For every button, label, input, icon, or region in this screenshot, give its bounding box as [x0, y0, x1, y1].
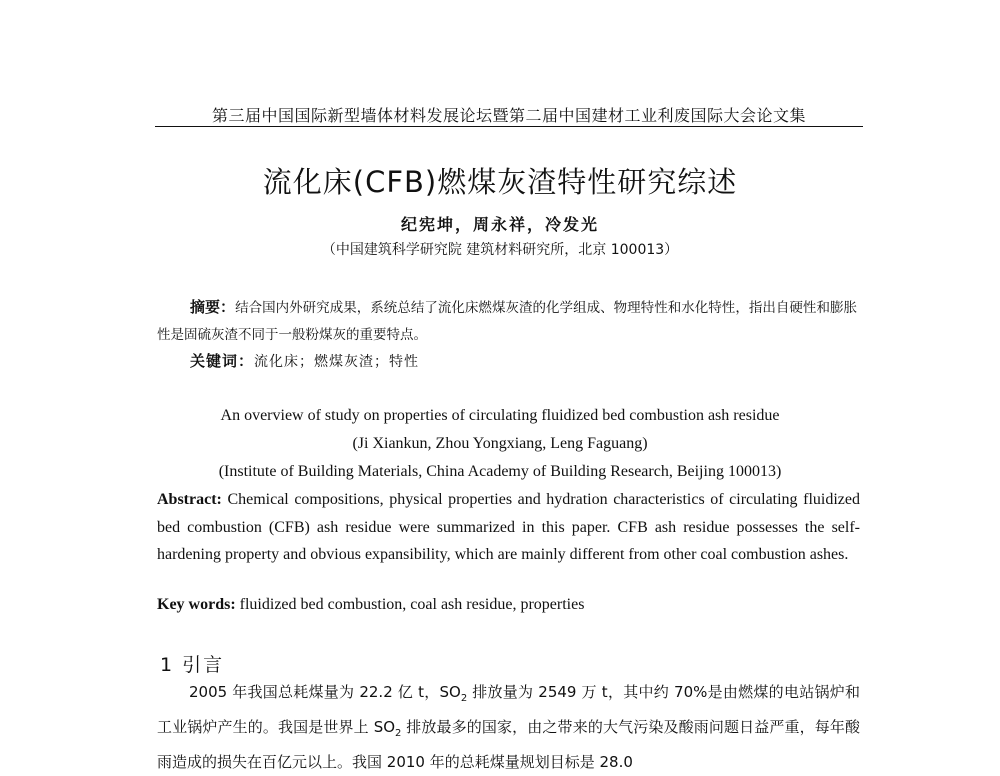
authors-en: (Ji Xiankun, Zhou Yongxiang, Leng Faguang)	[352, 435, 648, 452]
keywords-en-label: Key words:	[157, 596, 236, 613]
title-en: An overview of study on properties of circulating fluidized bed combustion ash residue	[220, 407, 780, 424]
keywords-cn-label: 关键词：	[190, 352, 255, 370]
abstract-en-label: Abstract:	[157, 491, 222, 508]
authors: 纪宪坤，周永祥，冷发光	[400, 215, 599, 234]
intro-text-2: 排放量为 2549 万 t，其中约 70%是由燃煤的电站锅炉和工业锅炉产生的。我国是世界上	[157, 683, 860, 736]
intro-text-3: 排放最多的国家，由之带来的大气污染及酸雨问题日益严重，每年酸雨造成的损失在百亿元以上。我国 2010 年的总耗煤量规划目标是 28.0	[157, 718, 860, 771]
english-header-block	[0, 402, 1000, 486]
abstract-en-text: Chemical compositions, physical properties and hydration characteristics of circulating fluidized bed combustion (CFB) ash residue were summarized in this paper. CFB ash residue possesses the self-hardening property and obvious expansibility, which are mainly different from other coal combustion ashes.	[157, 491, 860, 563]
running-header: 第三届中国国际新型墙体材料发展论坛暨第二届中国建材工业利废国际大会论文集	[211, 106, 806, 125]
abstract-en	[157, 486, 860, 569]
affiliation: （中国建筑科学研究院 建筑材料研究所，北京 100013）	[321, 242, 679, 258]
subscript-2: 2	[460, 693, 468, 704]
abstract-cn	[157, 294, 857, 349]
affiliation-en: (Institute of Building Materials, China Academy of Building Research, Beijing 100013)	[218, 463, 782, 480]
so2-formula: SO	[373, 718, 396, 736]
keywords-en-text: fluidized bed combustion, coal ash residue, properties	[235, 596, 585, 613]
abstract-cn-label: 摘要：	[190, 298, 236, 316]
keywords-cn	[190, 350, 419, 371]
intro-paragraph	[157, 678, 860, 776]
abstract-cn-text: 结合国内外研究成果，系统总结了流化床燃煤灰渣的化学组成、物理特性和水化特性，指出自硬性和膨胀性是固硫灰渣不同于一般粉煤灰的重要特点。	[157, 300, 857, 343]
keywords-en	[157, 596, 860, 614]
intro-text-1: 2005 年我国总耗煤量为 22.2 亿 t，	[189, 683, 440, 701]
so2-formula: SO	[439, 683, 461, 701]
paper-title: 流化床(CFB)燃煤灰渣特性研究综述	[262, 165, 738, 199]
section-heading: 1 引言	[160, 654, 225, 676]
keywords-cn-text: 流化床；燃煤灰渣；特性	[254, 354, 420, 370]
subscript-2: 2	[395, 728, 402, 739]
header-rule	[155, 126, 863, 127]
